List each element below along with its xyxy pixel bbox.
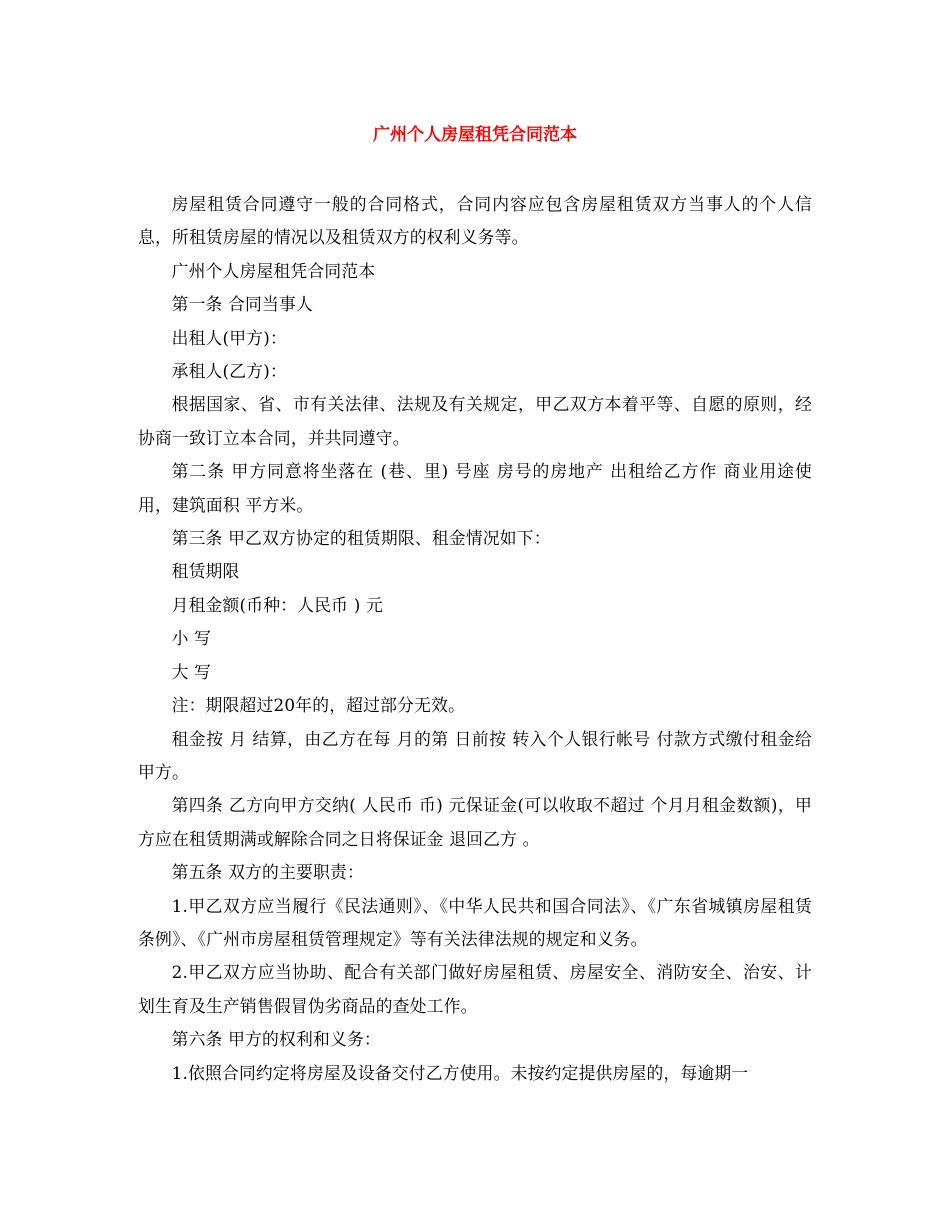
paragraph-rent-payment: 租金按 月 结算，由乙方在每 月的第 日前按 转入个人银行帐号 付款方式缴付租金给甲方。 — [138, 728, 812, 782]
paragraph-article-3: 第三条 甲乙双方协定的租赁期限、租金情况如下： — [171, 528, 551, 549]
paragraph-duty-2: 2.甲乙双方应当协助、配合有关部门做好房屋租赁、房屋安全、消防安全、治安、计划生育及生产销售假冒伪劣商品的查处工作。 — [138, 962, 812, 1016]
paragraph-lessor: 出租人(甲方)： — [171, 327, 287, 348]
document-body — [138, 188, 812, 1090]
paragraph-lease-term: 租赁期限 — [171, 561, 240, 582]
paragraph-duty-1: 1.甲乙双方应当履行《民法通则》、《中华人民共和国合同法》、《广东省城镇房屋租赁条例》、《广州市房屋租赁管理规定》等有关法律法规的规定和义务。 — [138, 895, 812, 949]
paragraph-article-4: 第四条 乙方向甲方交纳( 人民币 币) 元保证金(可以收取不超过 个月月租金数额)，甲方应在租赁期满或解除合同之日将保证金 退回乙方 。 — [138, 795, 812, 849]
paragraph-lessee: 承租人(乙方)： — [171, 361, 287, 382]
paragraph-article-1: 第一条 合同当事人 — [171, 294, 313, 315]
paragraph-basis: 根据国家、省、市有关法律、法规及有关规定，甲乙双方本着平等、自愿的原则，经协商一致订立本合同，并共同遵守。 — [138, 394, 812, 448]
paragraph-lessor-duty-1: 1.依照合同约定将房屋及设备交付乙方使用。未按约定提供房屋的，每逾期一 — [171, 1062, 749, 1083]
paragraph-lowercase-amount: 小 写 — [171, 628, 212, 649]
paragraph-article-2: 第二条 甲方同意将坐落在 (巷、里) 号座 房号的房地产 出租给乙方作 商业用途使用，建筑面积 平方米。 — [138, 461, 812, 515]
paragraph-article-6: 第六条 甲方的权利和义务： — [171, 1029, 381, 1050]
paragraph-uppercase-amount: 大 写 — [171, 661, 212, 682]
paragraph-article-5: 第五条 双方的主要职责： — [171, 862, 364, 883]
document-title: 广州个人房屋租凭合同范本 — [373, 125, 577, 145]
paragraph-intro: 房屋租赁合同遵守一般的合同格式，合同内容应包含房屋租赁双方当事人的个人信息，所租赁房屋的情况以及租赁双方的权利义务等。 — [138, 194, 812, 248]
paragraph-monthly-rent: 月租金额(币种：人民币 ) 元 — [171, 594, 383, 615]
paragraph-note: 注：期限超过20年的，超过部分无效。 — [171, 695, 466, 716]
paragraph-subtitle: 广州个人房屋租凭合同范本 — [171, 260, 376, 281]
